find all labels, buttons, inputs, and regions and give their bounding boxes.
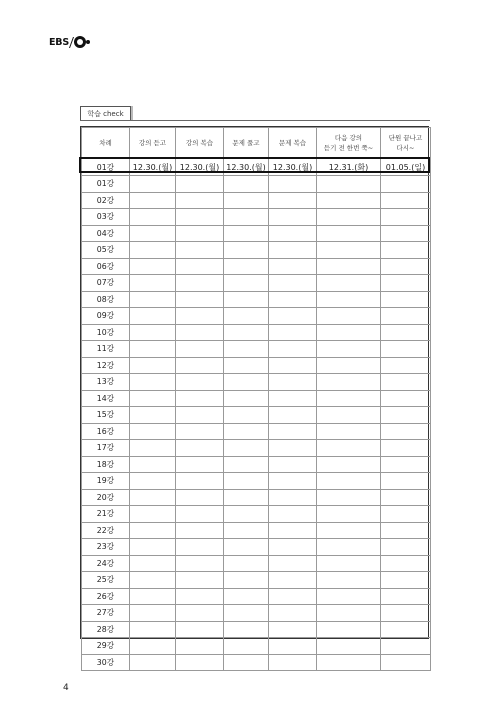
date-cell[interactable]: [269, 324, 317, 341]
lecture-label: 25강: [82, 572, 130, 589]
date-cell[interactable]: [269, 209, 317, 226]
date-cell[interactable]: [381, 489, 431, 506]
date-cell[interactable]: [381, 539, 431, 556]
table-row: [82, 440, 431, 457]
table-row: [82, 588, 431, 605]
lecture-label: 04강: [82, 225, 130, 242]
date-cell[interactable]: [176, 539, 224, 556]
lecture-label: 13강: [82, 374, 130, 391]
date-cell[interactable]: [224, 654, 269, 671]
ebs-circle-icon: [74, 36, 87, 48]
table-row: [82, 605, 431, 622]
date-cell[interactable]: [381, 440, 431, 457]
lecture-label: 28강: [82, 621, 130, 638]
date-cell[interactable]: [381, 506, 431, 523]
date-cell[interactable]: [130, 341, 176, 358]
date-cell[interactable]: [176, 440, 224, 457]
date-cell[interactable]: [381, 176, 431, 193]
date-cell[interactable]: [176, 489, 224, 506]
date-cell[interactable]: [176, 638, 224, 655]
date-cell[interactable]: [317, 440, 381, 457]
date-cell[interactable]: [176, 423, 224, 440]
date-cell[interactable]: [381, 390, 431, 407]
date-cell[interactable]: [176, 390, 224, 407]
lecture-label: 30강: [82, 654, 130, 671]
date-cell[interactable]: [176, 654, 224, 671]
date-cell[interactable]: [317, 357, 381, 374]
date-cell[interactable]: [269, 341, 317, 358]
date-cell[interactable]: [224, 489, 269, 506]
date-cell[interactable]: [381, 275, 431, 292]
date-cell[interactable]: [381, 192, 431, 209]
date-cell[interactable]: [317, 390, 381, 407]
date-cell[interactable]: [381, 374, 431, 391]
study-check-table-frame: [80, 126, 429, 667]
date-cell[interactable]: [176, 473, 224, 490]
date-cell[interactable]: [176, 407, 224, 424]
date-cell[interactable]: [317, 605, 381, 622]
table-row: [82, 555, 431, 572]
column-header: 강의 듣고: [130, 128, 176, 159]
date-cell[interactable]: [317, 423, 381, 440]
date-cell[interactable]: [130, 605, 176, 622]
column-header: 문제 복습: [269, 128, 317, 159]
date-cell[interactable]: [381, 242, 431, 259]
date-cell[interactable]: [224, 555, 269, 572]
date-cell[interactable]: [317, 341, 381, 358]
table-row: [82, 638, 431, 655]
date-cell[interactable]: [381, 324, 431, 341]
date-cell[interactable]: [381, 654, 431, 671]
date-cell[interactable]: [130, 588, 176, 605]
lecture-label: 06강: [82, 258, 130, 275]
column-header: 강의 복습: [176, 128, 224, 159]
date-cell[interactable]: [269, 275, 317, 292]
date-cell[interactable]: [176, 176, 224, 193]
table-row: [82, 324, 431, 341]
table-row: [82, 357, 431, 374]
date-cell[interactable]: [317, 192, 381, 209]
page-number: 4: [63, 683, 69, 693]
date-cell[interactable]: [176, 225, 224, 242]
date-cell[interactable]: [130, 308, 176, 325]
table-row: [82, 456, 431, 473]
table-row: [82, 225, 431, 242]
date-cell[interactable]: [317, 225, 381, 242]
date-cell[interactable]: [317, 407, 381, 424]
date-cell[interactable]: [381, 341, 431, 358]
date-cell[interactable]: [130, 357, 176, 374]
date-cell[interactable]: [224, 473, 269, 490]
date-cell[interactable]: [224, 605, 269, 622]
lecture-label: 22강: [82, 522, 130, 539]
date-cell[interactable]: [176, 308, 224, 325]
column-header: 문제 풀고: [224, 128, 269, 159]
table-row: [82, 539, 431, 556]
table-row: [82, 291, 431, 308]
date-cell[interactable]: [317, 489, 381, 506]
date-cell[interactable]: [224, 506, 269, 523]
date-cell[interactable]: [176, 242, 224, 259]
date-cell[interactable]: [224, 423, 269, 440]
date-cell[interactable]: [269, 506, 317, 523]
date-cell[interactable]: [224, 176, 269, 193]
date-cell[interactable]: [269, 357, 317, 374]
study-check-table: [81, 127, 431, 671]
date-cell[interactable]: [269, 572, 317, 589]
date-cell[interactable]: 12.30.(월): [224, 159, 269, 176]
date-cell[interactable]: [317, 621, 381, 638]
date-cell[interactable]: 12.30.(월): [269, 159, 317, 176]
date-cell[interactable]: [317, 374, 381, 391]
date-cell[interactable]: [381, 258, 431, 275]
table-row: [82, 423, 431, 440]
date-cell[interactable]: [176, 588, 224, 605]
table-row: [82, 407, 431, 424]
date-cell[interactable]: [381, 291, 431, 308]
date-cell[interactable]: [381, 407, 431, 424]
date-cell[interactable]: [381, 621, 431, 638]
date-cell[interactable]: [269, 555, 317, 572]
date-cell[interactable]: [224, 390, 269, 407]
date-cell[interactable]: [317, 654, 381, 671]
date-cell[interactable]: [224, 588, 269, 605]
date-cell[interactable]: [381, 572, 431, 589]
table-row: [82, 572, 431, 589]
date-cell[interactable]: [269, 621, 317, 638]
example-row: [82, 159, 431, 176]
date-cell[interactable]: [269, 374, 317, 391]
date-cell[interactable]: [317, 588, 381, 605]
lecture-label: 02강: [82, 192, 130, 209]
date-cell[interactable]: [176, 324, 224, 341]
date-cell[interactable]: [130, 654, 176, 671]
lecture-label: 17강: [82, 440, 130, 457]
date-cell[interactable]: [130, 374, 176, 391]
date-cell[interactable]: [224, 407, 269, 424]
date-cell[interactable]: [130, 423, 176, 440]
lecture-label: 12강: [82, 357, 130, 374]
lecture-label: 07강: [82, 275, 130, 292]
date-cell[interactable]: [317, 522, 381, 539]
date-cell[interactable]: [317, 209, 381, 226]
date-cell[interactable]: [224, 291, 269, 308]
date-cell[interactable]: [317, 638, 381, 655]
table-body: [82, 159, 431, 671]
date-cell[interactable]: [317, 506, 381, 523]
date-cell[interactable]: [130, 176, 176, 193]
table-row: [82, 621, 431, 638]
date-cell[interactable]: [130, 407, 176, 424]
date-cell[interactable]: [381, 456, 431, 473]
date-cell[interactable]: [269, 225, 317, 242]
lecture-label: 14강: [82, 390, 130, 407]
date-cell[interactable]: [317, 176, 381, 193]
table-row: [82, 341, 431, 358]
date-cell[interactable]: [269, 176, 317, 193]
lecture-label: 21강: [82, 506, 130, 523]
table-header-row: [82, 128, 431, 159]
date-cell[interactable]: [269, 489, 317, 506]
date-cell[interactable]: [381, 638, 431, 655]
date-cell[interactable]: [269, 539, 317, 556]
date-cell[interactable]: [269, 473, 317, 490]
date-cell[interactable]: [130, 638, 176, 655]
date-cell[interactable]: [176, 506, 224, 523]
table-row: [82, 308, 431, 325]
date-cell[interactable]: [317, 308, 381, 325]
table-row: [82, 374, 431, 391]
date-cell[interactable]: [176, 275, 224, 292]
column-header: 다음 강의 듣기 전 한번 쭉~: [317, 128, 381, 159]
lecture-label: 20강: [82, 489, 130, 506]
date-cell[interactable]: [269, 308, 317, 325]
date-cell[interactable]: [269, 456, 317, 473]
date-cell[interactable]: [381, 209, 431, 226]
date-cell[interactable]: [381, 522, 431, 539]
date-cell[interactable]: [269, 291, 317, 308]
column-header: 차례: [82, 128, 130, 159]
date-cell[interactable]: [317, 539, 381, 556]
date-cell[interactable]: [224, 192, 269, 209]
date-cell[interactable]: [269, 192, 317, 209]
date-cell[interactable]: [269, 638, 317, 655]
date-cell[interactable]: [224, 539, 269, 556]
date-cell[interactable]: [224, 258, 269, 275]
date-cell[interactable]: [224, 357, 269, 374]
date-cell[interactable]: [130, 242, 176, 259]
table-row: [82, 506, 431, 523]
date-cell[interactable]: [130, 225, 176, 242]
date-cell[interactable]: [269, 654, 317, 671]
date-cell[interactable]: [317, 473, 381, 490]
date-cell[interactable]: [130, 291, 176, 308]
date-cell[interactable]: [269, 242, 317, 259]
date-cell[interactable]: [269, 407, 317, 424]
table-row: [82, 473, 431, 490]
date-cell[interactable]: [224, 374, 269, 391]
date-cell[interactable]: [224, 242, 269, 259]
date-cell[interactable]: [269, 605, 317, 622]
date-cell[interactable]: [176, 605, 224, 622]
table-row: [82, 275, 431, 292]
date-cell[interactable]: [269, 522, 317, 539]
date-cell[interactable]: [381, 473, 431, 490]
date-cell[interactable]: [130, 258, 176, 275]
date-cell[interactable]: [269, 423, 317, 440]
lecture-label: 15강: [82, 407, 130, 424]
date-cell[interactable]: [130, 506, 176, 523]
date-cell[interactable]: [130, 555, 176, 572]
date-cell[interactable]: [224, 638, 269, 655]
column-header: 단원 끝나고 다시~: [381, 128, 431, 159]
date-cell[interactable]: [130, 489, 176, 506]
date-cell[interactable]: 12.30.(월): [130, 159, 176, 176]
ebs-logo: [49, 35, 87, 49]
lecture-label: 08강: [82, 291, 130, 308]
date-cell[interactable]: [224, 225, 269, 242]
table-row: [82, 176, 431, 193]
date-cell[interactable]: [381, 308, 431, 325]
date-cell[interactable]: [130, 539, 176, 556]
date-cell[interactable]: 12.30.(월): [176, 159, 224, 176]
lecture-label: 03강: [82, 209, 130, 226]
date-cell[interactable]: [224, 440, 269, 457]
date-cell[interactable]: [224, 456, 269, 473]
date-cell[interactable]: [130, 324, 176, 341]
date-cell[interactable]: [269, 440, 317, 457]
lecture-label: 09강: [82, 308, 130, 325]
date-cell[interactable]: [130, 572, 176, 589]
lecture-label: 18강: [82, 456, 130, 473]
lecture-label: 27강: [82, 605, 130, 622]
date-cell[interactable]: [317, 291, 381, 308]
date-cell[interactable]: [381, 555, 431, 572]
date-cell[interactable]: [176, 192, 224, 209]
lecture-label: 29강: [82, 638, 130, 655]
date-cell[interactable]: [317, 258, 381, 275]
lecture-label: 10강: [82, 324, 130, 341]
date-cell[interactable]: [130, 621, 176, 638]
date-cell[interactable]: [130, 456, 176, 473]
date-cell[interactable]: [224, 324, 269, 341]
table-row: [82, 192, 431, 209]
lecture-label: 11강: [82, 341, 130, 358]
date-cell[interactable]: [130, 473, 176, 490]
date-cell[interactable]: [224, 621, 269, 638]
study-check-tab: 학습 check: [80, 106, 131, 121]
lecture-label: 19강: [82, 473, 130, 490]
date-cell[interactable]: [224, 275, 269, 292]
date-cell[interactable]: [317, 275, 381, 292]
date-cell[interactable]: [317, 555, 381, 572]
date-cell[interactable]: [317, 242, 381, 259]
date-cell[interactable]: [176, 555, 224, 572]
date-cell[interactable]: [224, 572, 269, 589]
date-cell[interactable]: [381, 605, 431, 622]
date-cell[interactable]: [381, 225, 431, 242]
lecture-label: 16강: [82, 423, 130, 440]
date-cell[interactable]: [176, 572, 224, 589]
date-cell[interactable]: [317, 456, 381, 473]
date-cell[interactable]: [224, 341, 269, 358]
date-cell[interactable]: [224, 308, 269, 325]
lecture-label: 24강: [82, 555, 130, 572]
lecture-label: 26강: [82, 588, 130, 605]
date-cell[interactable]: [269, 588, 317, 605]
date-cell[interactable]: [381, 423, 431, 440]
table-row: [82, 258, 431, 275]
tab-divider: [80, 120, 430, 121]
date-cell[interactable]: [176, 357, 224, 374]
date-cell[interactable]: [381, 357, 431, 374]
table-row: [82, 242, 431, 259]
date-cell[interactable]: [317, 572, 381, 589]
date-cell[interactable]: [176, 522, 224, 539]
table-row: [82, 522, 431, 539]
date-cell[interactable]: [269, 390, 317, 407]
date-cell[interactable]: [317, 324, 381, 341]
date-cell[interactable]: [130, 209, 176, 226]
lecture-label: 01강: [82, 159, 130, 176]
date-cell[interactable]: [176, 456, 224, 473]
date-cell[interactable]: [269, 258, 317, 275]
date-cell[interactable]: [176, 621, 224, 638]
date-cell[interactable]: [381, 588, 431, 605]
table-row: [82, 489, 431, 506]
date-cell[interactable]: [176, 341, 224, 358]
date-cell[interactable]: [224, 209, 269, 226]
table-row: [82, 209, 431, 226]
date-cell[interactable]: [130, 522, 176, 539]
lecture-label: 05강: [82, 242, 130, 259]
lecture-label: 01강: [82, 176, 130, 193]
lecture-label: 23강: [82, 539, 130, 556]
date-cell[interactable]: [130, 390, 176, 407]
date-cell[interactable]: [130, 192, 176, 209]
table-row: [82, 390, 431, 407]
date-cell[interactable]: 12.31.(화): [317, 159, 381, 176]
date-cell[interactable]: [176, 209, 224, 226]
date-cell[interactable]: [130, 275, 176, 292]
logo-text: EBS: [49, 36, 69, 48]
table-row: [82, 654, 431, 671]
date-cell[interactable]: [176, 374, 224, 391]
date-cell[interactable]: [130, 440, 176, 457]
date-cell[interactable]: [176, 258, 224, 275]
date-cell[interactable]: [224, 522, 269, 539]
date-cell[interactable]: [176, 291, 224, 308]
date-cell[interactable]: 01.05.(일): [381, 159, 431, 176]
